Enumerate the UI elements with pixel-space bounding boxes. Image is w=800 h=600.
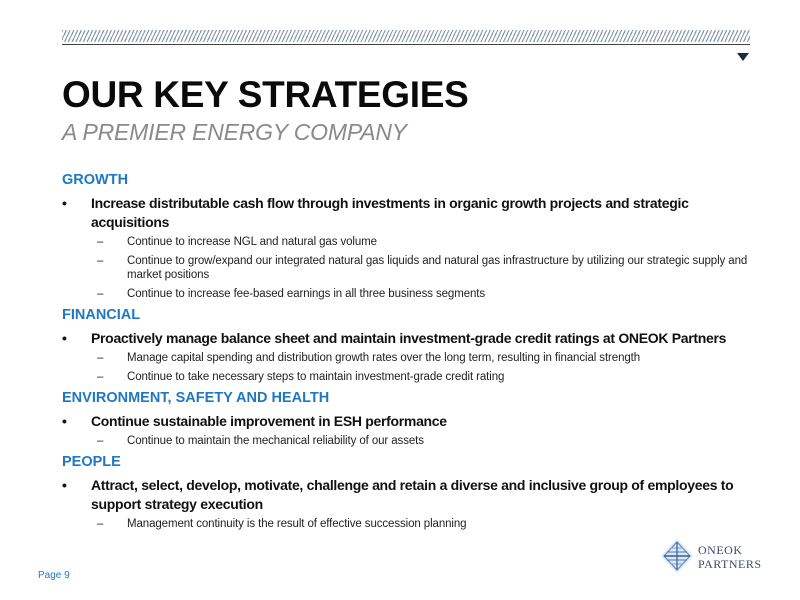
- dash-marker: –: [97, 371, 104, 383]
- dash-marker: –: [97, 435, 104, 447]
- dash-marker: –: [97, 352, 104, 364]
- dash-marker: –: [97, 518, 104, 530]
- sub-bullet: [62, 287, 752, 301]
- sub-bullet: [62, 370, 752, 384]
- company-logo: [660, 538, 760, 574]
- bullet-marker: •: [62, 195, 67, 211]
- sub-bullet-text: Management continuity is the result of effective succession planning: [127, 518, 467, 530]
- bullet-text: Attract, select, develop, motivate, challenge and retain a diverse and inclusive group of employees to support strategy execution: [91, 477, 734, 512]
- section-growth: [62, 171, 752, 301]
- strategy-bullet: [62, 329, 752, 348]
- sub-bullet-text: Continue to maintain the mechanical reliability of our assets: [127, 435, 424, 447]
- section-heading: FINANCIAL: [62, 307, 141, 323]
- dash-marker: –: [97, 288, 104, 300]
- strategy-bullet: [62, 412, 752, 431]
- header-rule: [62, 44, 750, 45]
- sub-bullet-text: Continue to increase NGL and natural gas volume: [127, 236, 377, 248]
- section-financial: [62, 306, 752, 384]
- sub-bullet: [62, 254, 752, 282]
- bullet-text: Continue sustainable improvement in ESH performance: [91, 413, 447, 429]
- logo-text-line2: PARTNERS: [698, 557, 762, 571]
- logo-text-line1: ONEOK: [698, 543, 743, 557]
- bullet-marker: •: [62, 330, 67, 346]
- bullet-marker: •: [62, 477, 67, 493]
- page-number: Page 9: [38, 570, 70, 581]
- sub-bullet-text: Continue to take necessary steps to maintain investment-grade credit rating: [127, 371, 505, 383]
- bullet-text: Proactively manage balance sheet and maintain investment-grade credit ratings at ONEOK Partners: [91, 330, 727, 346]
- section-heading: GROWTH: [62, 172, 129, 188]
- triangle-marker-icon: [737, 53, 749, 61]
- bullet-marker: •: [62, 413, 67, 429]
- slide-subtitle: A PREMIER ENERGY COMPANY: [62, 119, 407, 145]
- sub-bullet: [62, 517, 752, 531]
- sub-bullet: [62, 434, 752, 448]
- section-people: [62, 453, 752, 531]
- section-environment-safety-health: [62, 389, 752, 448]
- strategy-list: [62, 171, 752, 536]
- slide-title: OUR KEY STRATEGIES: [62, 74, 469, 115]
- decorative-hatch-band: [62, 30, 750, 42]
- sub-bullet-text: Continue to increase fee-based earnings in all three business segments: [127, 288, 486, 300]
- bullet-text: Increase distributable cash flow through investments in organic growth projects and strategic acquisitions: [91, 195, 689, 230]
- strategy-bullet: [62, 476, 752, 514]
- sub-bullet-text: Manage capital spending and distribution growth rates over the long term, resulting in financial strength: [127, 352, 641, 364]
- strategy-bullet: [62, 194, 752, 232]
- section-heading: PEOPLE: [62, 454, 121, 470]
- section-heading: ENVIRONMENT, SAFETY AND HEALTH: [62, 390, 330, 406]
- oneok-diamond-logo-icon: [660, 538, 694, 574]
- sub-bullet-text: Continue to grow/expand our integrated natural gas liquids and natural gas infrastructure by utilizing our strategic supply and market positions: [127, 255, 748, 281]
- sub-bullet: [62, 235, 752, 249]
- dash-marker: –: [97, 255, 104, 267]
- sub-bullet: [62, 351, 752, 365]
- dash-marker: –: [97, 236, 104, 248]
